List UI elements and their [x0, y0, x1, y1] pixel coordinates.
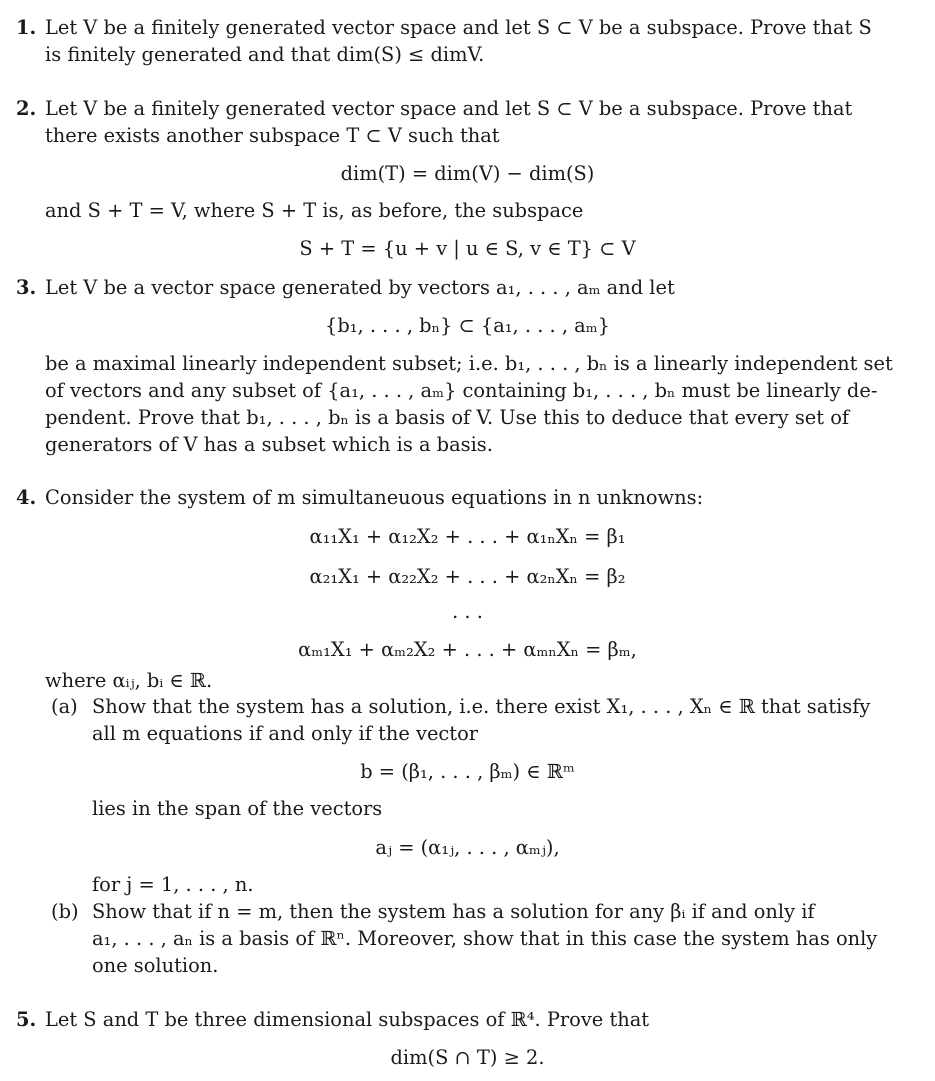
problem-text-line: pendent. Prove that b₁, . . . , bₙ is a basis of V. Use this to deduce that every set of — [45, 406, 850, 429]
problem-text-line: of vectors and any subset of {a₁, . . . , aₘ} containing b₁, . . . , bₙ must be linearly de- — [45, 379, 878, 402]
problem-number: 3. — [16, 276, 37, 299]
display-equation: dim(S ∩ T) ≥ 2. — [390, 1046, 545, 1069]
part-b-text-line: a₁, . . . , aₙ is a basis of ℝⁿ. Moreover, show that in this case the system has only — [92, 927, 878, 950]
problem-number: 4. — [16, 486, 37, 509]
part-a-text-line: all m equations if and only if the vector — [92, 722, 479, 745]
system-equation-1: α₁₁X₁ + α₁₂X₂ + . . . + α₁ₙXₙ = β₁ — [309, 525, 626, 548]
system-equation-m: αₘ₁X₁ + αₘ₂X₂ + . . . + αₘₙXₙ = βₘ, — [298, 638, 637, 661]
part-a-text-line: lies in the span of the vectors — [92, 797, 383, 820]
display-equation: S + T = {u + v | u ∈ S, v ∈ T} ⊂ V — [299, 237, 636, 260]
problem-text-line: Let S and T be three dimensional subspaces of ℝ⁴. Prove that — [45, 1008, 650, 1031]
part-b-label: (b) — [51, 900, 79, 923]
problem-text-line: Let V be a finitely generated vector space and let S ⊂ V be a subspace. Prove that — [45, 97, 853, 120]
problem-number: 5. — [16, 1008, 37, 1031]
display-equation: aⱼ = (α₁ⱼ, . . . , αₘⱼ), — [375, 836, 560, 859]
part-a-text-line: for j = 1, . . . , n. — [92, 873, 254, 896]
part-b-text-line: one solution. — [92, 954, 219, 977]
system-equation-2: α₂₁X₁ + α₂₂X₂ + . . . + α₂ₙXₙ = β₂ — [309, 565, 626, 588]
display-equation: dim(T) = dim(V) − dim(S) — [340, 162, 595, 185]
part-a-label: (a) — [51, 695, 78, 718]
problem-number: 2. — [16, 97, 37, 120]
display-equation: {b₁, . . . , bₙ} ⊂ {a₁, . . . , aₘ} — [325, 314, 610, 337]
problem-text-line: there exists another subspace T ⊂ V such that — [45, 124, 500, 147]
problem-text-line: Let V be a finitely generated vector space and let S ⊂ V be a subspace. Prove that S — [45, 16, 872, 39]
problem-text-line: Let V be a vector space generated by vectors a₁, . . . , aₘ and let — [45, 276, 675, 299]
problem-text-line: is finitely generated and that dim(S) ≤ dimV. — [45, 43, 485, 66]
problem-number: 1. — [16, 16, 37, 39]
display-equation: b = (β₁, . . . , βₘ) ∈ ℝᵐ — [360, 760, 575, 783]
problem-text-line: generators of V has a subset which is a basis. — [45, 433, 493, 456]
part-b-text-line: Show that if n = m, then the system has a solution for any βᵢ if and only if — [92, 900, 815, 923]
problem-text-line: be a maximal linearly independent subset; i.e. b₁, . . . , bₙ is a linearly independent set — [45, 352, 893, 375]
system-ellipsis: . . . — [452, 600, 483, 623]
part-a-text-line: Show that the system has a solution, i.e. there exist X₁, . . . , Xₙ ∈ ℝ that satisfy — [92, 695, 871, 718]
problem-text-line: where αᵢⱼ, bᵢ ∈ ℝ. — [45, 669, 213, 692]
problem-text-line: and S + T = V, where S + T is, as before, the subspace — [45, 199, 584, 222]
problem-text-line: Consider the system of m simultaneuous equations in n unknowns: — [45, 486, 704, 509]
